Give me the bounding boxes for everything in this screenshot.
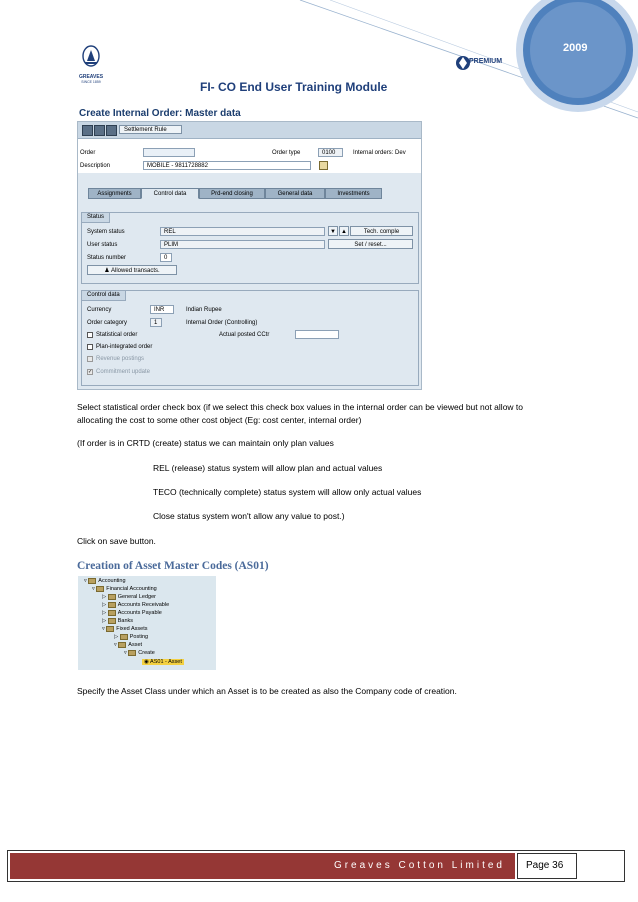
section-heading: Creation of Asset Master Codes (AS01): [77, 560, 269, 572]
premium-text: PREMIUM: [469, 58, 503, 65]
folder-icon: [108, 618, 116, 624]
year-badge: 2009: [563, 42, 588, 54]
tree-item-general-ledger[interactable]: ▷ General Ledger: [102, 594, 156, 600]
status-group-title: Status: [82, 213, 110, 223]
document-title: FI- CO End User Training Module: [200, 80, 388, 94]
folder-icon: [118, 642, 126, 648]
tab-assignments[interactable]: Assignments: [88, 188, 141, 199]
paragraph-3: REL (release) status system will allow plan and actual values: [153, 463, 383, 473]
tree-item-banks[interactable]: ▷ Banks: [102, 618, 134, 624]
status-number-field[interactable]: 0: [160, 253, 172, 262]
tree-label: Posting: [129, 634, 149, 640]
tree-item-asset[interactable]: ▿ Asset: [114, 642, 143, 648]
folder-icon: [128, 650, 136, 656]
save-icon[interactable]: [82, 125, 93, 136]
description-field[interactable]: MOBILE - 9811728882: [143, 161, 311, 170]
sap-screen: [77, 121, 422, 390]
user-icon: ♟: [104, 268, 110, 274]
settlement-rule-button[interactable]: Settlement Rule: [119, 125, 182, 134]
tree-label: Financial Accounting: [106, 586, 157, 592]
tree-item-create[interactable]: ▿ Create: [124, 650, 155, 656]
tree-label: Banks: [117, 618, 134, 624]
folder-icon: [96, 586, 104, 592]
tree-item-as01-asset[interactable]: [142, 658, 184, 666]
transaction-icon: ◉: [144, 659, 149, 665]
order-type-field[interactable]: 0100: [318, 148, 343, 157]
tree-label: Fixed Assets: [116, 626, 148, 632]
actual-posted-cctr-field[interactable]: [295, 330, 339, 339]
allowed-transactions-button[interactable]: [87, 265, 177, 275]
tech-complete-button[interactable]: Tech. comple: [350, 226, 413, 236]
tab-general-data[interactable]: General data: [265, 188, 325, 199]
logo-since: SINCE 1859: [81, 80, 101, 84]
order-category-label: Order category: [87, 320, 128, 326]
system-status-field: REL: [160, 227, 325, 236]
tab-prd-end-closing[interactable]: Prd-end closing: [199, 188, 265, 199]
sap-screen-title: Create Internal Order: Master data: [79, 108, 241, 119]
commitment-update-label: Commitment update: [96, 369, 151, 375]
sap-menu-tree: [78, 576, 216, 670]
folder-icon: [106, 626, 114, 632]
tree-item-fixed-assets[interactable]: ▿ Fixed Assets: [102, 626, 148, 632]
tree-label: Create: [138, 650, 155, 656]
actual-posted-cctr-label: Actual posted CCtr: [219, 332, 270, 338]
tab-control-data[interactable]: Control data: [141, 188, 199, 199]
revenue-postings-checkbox: [87, 356, 93, 362]
sap-toolbar: [78, 122, 421, 139]
greaves-logo: [76, 45, 106, 84]
tree-label: Accounting: [98, 578, 126, 584]
folder-icon: [108, 602, 116, 608]
tree-label: AS01 - Asset: [150, 659, 182, 665]
status-up-button[interactable]: ▲: [339, 226, 349, 236]
folder-icon: [108, 610, 116, 616]
footer-page-number: Page 36: [517, 853, 577, 879]
paragraph-2: (If order is in CRTD (create) status we can maintain only plan values: [77, 438, 334, 448]
user-status-field: PLIM: [160, 240, 325, 249]
status-dropdown-button[interactable]: ▼: [328, 226, 338, 236]
statistical-order-label: Statistical order: [96, 332, 138, 338]
folder-icon: [108, 594, 116, 600]
folder-icon: [88, 578, 96, 584]
user-status-label: User status: [87, 242, 118, 248]
paragraph-7: Specify the Asset Class under which an Asset is to be created as also the Company code of creation.: [77, 686, 457, 696]
other-icon[interactable]: [106, 125, 117, 136]
order-label: Order: [80, 150, 96, 156]
order-type-desc: Internal orders: Dev: [353, 150, 406, 156]
plan-integrated-checkbox[interactable]: [87, 344, 93, 350]
system-status-label: System status: [87, 229, 125, 235]
tree-label: General Ledger: [117, 594, 156, 600]
long-text-icon[interactable]: [319, 161, 328, 170]
paragraph-6: Click on save button.: [77, 536, 156, 546]
tree-item-accounts-receivable[interactable]: ▷ Accounts Receivable: [102, 602, 170, 608]
premium-logo: [455, 51, 503, 77]
tab-investments[interactable]: Investments: [325, 188, 382, 199]
currency-label: Currency: [87, 307, 112, 313]
tree-item-accounts-payable[interactable]: ▷ Accounts Payable: [102, 610, 162, 616]
order-type-label: Order type: [272, 150, 301, 156]
description-label: Description: [80, 163, 111, 169]
currency-field[interactable]: INR: [150, 305, 174, 314]
order-category-desc: Internal Order (Controlling): [186, 320, 258, 326]
paragraph-1-line-2: allocating the cost to some other cost object (Eg: cost center, internal order): [77, 415, 362, 425]
tree-label: Asset: [128, 642, 143, 648]
order-field[interactable]: [143, 148, 195, 157]
plan-integrated-label: Plan-integrated order: [96, 344, 153, 350]
control-data-group: [81, 290, 419, 386]
revenue-postings-label: Revenue postings: [96, 356, 145, 362]
order-header: [78, 139, 421, 173]
tree-item-accounting[interactable]: ▿ Accounting: [84, 578, 126, 584]
folder-icon: [120, 634, 128, 640]
tree-label: Accounts Receivable: [117, 602, 170, 608]
logo-emblem-icon: [81, 45, 101, 69]
copy-icon[interactable]: [94, 125, 105, 136]
commitment-update-checkbox: ✓: [88, 369, 93, 375]
control-group-title: Control data: [82, 291, 126, 301]
footer-company: Greaves Cotton Limited: [10, 853, 515, 879]
page-footer: [7, 850, 625, 882]
tree-item-financial-accounting[interactable]: ▿ Financial Accounting: [92, 586, 157, 592]
allowed-transactions-label: Allowed transacts.: [111, 268, 160, 274]
tree-item-posting[interactable]: ▷ Posting: [114, 634, 149, 640]
paragraph-5: Close status system won't allow any value to post.): [153, 511, 345, 521]
status-group: [81, 212, 419, 284]
status-number-label: Status number: [87, 255, 127, 261]
tree-label: Accounts Payable: [117, 610, 162, 616]
paragraph-4: TECO (technically complete) status system will allow only actual values: [153, 487, 422, 497]
set-reset-button[interactable]: Set / reset...: [328, 239, 413, 249]
paragraph-1-line-1: Select statistical order check box (if we select this check box values in the internal order can be viewed but not allow to: [77, 402, 524, 412]
statistical-order-checkbox[interactable]: [87, 332, 93, 338]
currency-desc: Indian Rupee: [186, 307, 222, 313]
order-category-field: 1: [150, 318, 162, 327]
logo-text: GREAVES: [78, 74, 104, 80]
